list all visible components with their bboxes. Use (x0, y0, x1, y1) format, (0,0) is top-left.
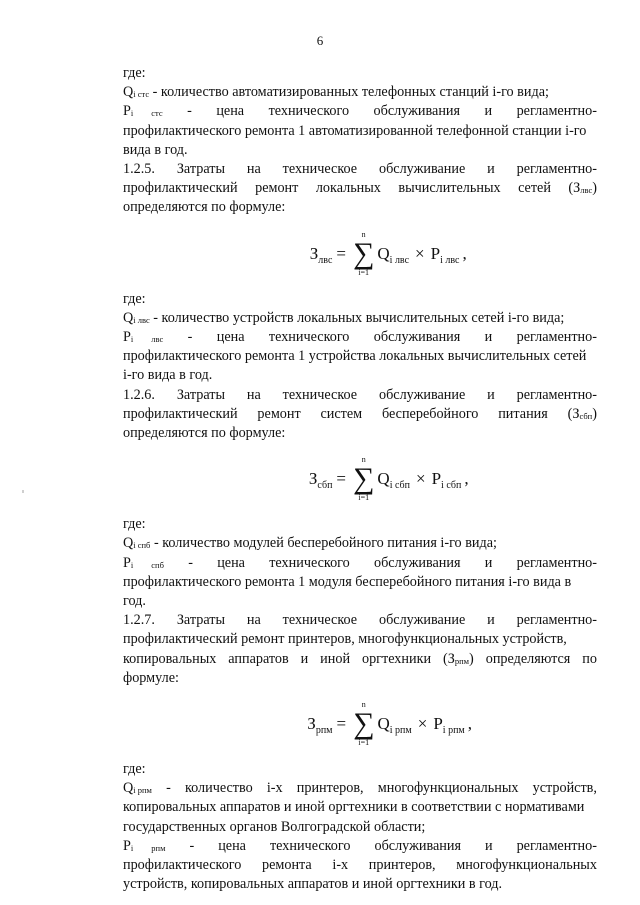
sum-operator (353, 456, 374, 502)
q-text: - количество устройств локальных вычислительных сетей i-го вида; (149, 309, 565, 326)
formula-p: $P_{i рпм}$ (433, 714, 465, 737)
sigma-icon: ∑ (353, 462, 375, 496)
word: принтеров, (296, 780, 364, 797)
paragraph-1-2-5-line2 (123, 179, 597, 198)
word: - (189, 837, 195, 854)
word: профилактический (123, 405, 238, 422)
word: и (484, 837, 493, 854)
word: 1.2.5. (123, 161, 155, 178)
sigma-icon: ∑ (352, 236, 375, 270)
page-number: 6 (316, 33, 324, 48)
word: и (487, 161, 495, 178)
formula-q-subscript: i сбп (389, 480, 410, 492)
formula-sbp (123, 447, 597, 511)
p-subscript-i: i (130, 334, 134, 345)
paragraph-1-2-6-line2 (123, 405, 597, 424)
word: и (484, 554, 493, 571)
definition-p-line3: вида в год. (123, 141, 188, 158)
word: регламентно- (516, 161, 597, 178)
cost-subscript: лвс (580, 185, 593, 196)
formula-lhs: $З_{рпм}$ (307, 714, 333, 737)
paragraph-1-2-7-line4: формуле: (123, 669, 179, 686)
word: на (246, 161, 261, 178)
formula-expression (307, 692, 472, 756)
word: регламентно- (516, 103, 597, 120)
word: технического (269, 837, 351, 854)
word: i-х (332, 857, 349, 874)
times-sign: × (415, 469, 426, 489)
sum-upper-limit: n (361, 700, 366, 710)
q-symbol: Q (123, 780, 134, 797)
word: технического (268, 329, 350, 346)
word: и (484, 329, 493, 346)
word: аппаратов (228, 650, 289, 667)
formula-lhs: $З_{сбп}$ (308, 469, 333, 492)
word: обслуживание (378, 161, 466, 178)
word: локальных (315, 180, 381, 197)
where-label: где: (123, 290, 146, 307)
paragraph-1-2-5-line1 (123, 160, 597, 179)
word: техническое (282, 161, 358, 178)
formula-rpm (123, 692, 597, 756)
word: по (582, 650, 597, 667)
word: Затраты (176, 386, 225, 403)
where-label: где: (123, 65, 146, 81)
definition-p-line2: профилактического ремонта 1 устройства локальных вычислительных сетей (123, 348, 587, 365)
formula-p: $P_{i сбп}$ (431, 469, 462, 492)
where-label: где: (123, 761, 146, 778)
word: вычислительных (398, 180, 501, 197)
word: обслуживания (374, 554, 461, 571)
close-paren: ) (592, 180, 597, 197)
sum-lower-limit: i=1 (358, 738, 370, 748)
word: регламентно- (516, 612, 597, 629)
word: - (187, 329, 193, 346)
word: регламентно- (516, 837, 597, 854)
word: $(З_{лвс})$ (568, 180, 597, 197)
where-label: где: (123, 516, 146, 533)
word: количество (184, 780, 253, 797)
p-subscript-i: i (130, 108, 134, 119)
cost-subscript: рпм (454, 655, 470, 666)
word: технического (269, 554, 350, 571)
q-symbol: Q (123, 535, 134, 552)
word: ремонт (255, 180, 299, 197)
word: $(З_{рпм})$ (443, 650, 474, 667)
word: 1.2.6. (123, 386, 155, 403)
section-atc-definitions (123, 64, 597, 160)
word: 1.2.7. (123, 612, 155, 629)
formula-p-subscript: i лвс (440, 254, 460, 266)
word: технического (268, 103, 350, 120)
sum-lower-limit: i=1 (358, 267, 370, 277)
formula-p-subscript: i рпм (442, 725, 465, 737)
definition-p (123, 554, 597, 573)
formula-lhs-subscript: лвс (318, 254, 333, 266)
close-paren: ) (592, 405, 597, 422)
word: и (484, 103, 493, 120)
definition-p (123, 102, 597, 121)
p-subscript: рпм (151, 842, 166, 853)
section-1-2-7 (123, 611, 597, 894)
p-symbol-group (123, 554, 164, 573)
word: $(З_{сбп})$ (567, 405, 597, 422)
word: сетей (518, 180, 551, 197)
section-1-2-6 (123, 386, 597, 612)
word: многофункциональных (456, 857, 597, 874)
q-symbol: Q (123, 84, 134, 101)
p-symbol-group (123, 328, 163, 347)
word: - (166, 780, 171, 797)
paragraph-1-2-7-line2: профилактический ремонт принтеров, многофункциональных устройств, (123, 631, 567, 648)
word: регламентно- (516, 329, 597, 346)
formula-lhs-subscript: сбп (317, 480, 333, 492)
word: систем (320, 405, 363, 422)
definition-p-line3: i-го вида в год. (123, 367, 213, 384)
formula-q-subscript: i рпм (389, 725, 412, 737)
formula-lvs (123, 222, 597, 286)
q-text: - количество модулей бесперебойного питания i-го вида; (150, 535, 497, 552)
word: техническое (282, 386, 358, 403)
scan-speck (22, 490, 24, 493)
definition-q-line3: государственных органов Волгоградской области; (123, 818, 426, 835)
word: принтеров, (368, 857, 436, 874)
times-sign: × (415, 243, 425, 263)
word: цена (217, 554, 245, 571)
times-sign: × (417, 714, 428, 734)
q-subscript: i лвс (133, 314, 150, 325)
word: питания (498, 405, 548, 422)
sum-upper-limit: n (361, 229, 366, 239)
word: и (487, 612, 495, 629)
p-symbol-group (123, 102, 163, 121)
word: - (188, 554, 193, 571)
word: обслуживание (378, 386, 466, 403)
definition-q (123, 83, 597, 102)
definition-p-line2: профилактического ремонта 1 автоматизированной телефонной станции i-го (123, 122, 587, 139)
definition-p-line3: устройств, копировальных аппаратов и иной оргтехники в год. (123, 876, 503, 893)
word: профилактический (123, 180, 238, 197)
p-symbol-group (123, 837, 165, 856)
formula-q: $Q_{i сбп}$ (377, 469, 410, 492)
p-subscript-i: i (130, 842, 134, 853)
word: и (300, 650, 309, 667)
word: ремонт (257, 405, 301, 422)
p-subscript: лвс (151, 334, 164, 345)
paragraph-1-2-7-line3 (123, 650, 597, 669)
q-subscript: i спб (133, 540, 151, 551)
formula-q: $Q_{i рпм}$ (377, 714, 412, 737)
word: определяются (485, 650, 571, 667)
paragraph-1-2-5-line3: определяются по формуле: (123, 199, 286, 216)
definition-p (123, 837, 597, 856)
formula-q-subscript: i лвс (389, 254, 410, 266)
word: устройств, (532, 780, 597, 797)
word: обслуживания (374, 837, 461, 854)
paragraph-1-2-6-line1 (123, 386, 597, 405)
q-subscript: i рпм (133, 785, 152, 796)
p-symbol: P (123, 554, 131, 571)
p-symbol: P (123, 837, 131, 854)
document-body (123, 64, 597, 895)
q-symbol-group (123, 779, 152, 798)
p-symbol: P (123, 329, 131, 346)
q-text: - количество автоматизированных телефонных станций i-го вида; (149, 84, 549, 101)
formula-p-subscript: i сбп (441, 480, 462, 492)
word: цена (218, 837, 246, 854)
word: обслуживание (378, 612, 466, 629)
word: обслуживания (373, 329, 461, 346)
definition-q (123, 534, 597, 553)
definition-p-line2 (123, 856, 597, 875)
word: копировальных (123, 650, 217, 667)
cost-subscript: сбп (579, 410, 593, 421)
definition-q (123, 309, 597, 328)
word: многофункциональных (377, 780, 519, 797)
equals-sign: = (336, 469, 347, 489)
q-symbol: Q (123, 309, 134, 326)
formula-lhs: $З_{лвс}$ (309, 243, 333, 266)
sum-upper-limit: n (361, 455, 366, 465)
sum-operator (353, 231, 374, 277)
p-symbol: P (123, 103, 131, 120)
word: - (187, 103, 192, 120)
word: на (246, 612, 261, 629)
p-subscript: спб (151, 559, 164, 570)
formula-q: $Q_{i лвс}$ (377, 243, 410, 266)
paragraph-1-2-6-line3: определяются по формуле: (123, 425, 286, 442)
word: обслуживания (373, 103, 461, 120)
sum-lower-limit: i=1 (358, 493, 370, 503)
word: профилактического (123, 857, 242, 874)
q-subscript: i стс (133, 89, 150, 100)
formula-p: $P_{i лвс}$ (430, 243, 460, 266)
word: Затраты (176, 612, 225, 629)
formula-comma: , (467, 714, 473, 734)
equals-sign: = (336, 243, 346, 263)
sigma-icon: ∑ (353, 707, 375, 741)
sum-operator (353, 701, 374, 747)
formula-expression (310, 222, 467, 286)
p-subscript: стс (151, 108, 163, 119)
word: цена (216, 103, 245, 120)
word: Затраты (176, 161, 225, 178)
word: ремонта (262, 857, 312, 874)
definition-p (123, 328, 597, 347)
equals-sign: = (336, 714, 347, 734)
definition-p-line3: год. (123, 593, 146, 610)
formula-expression (309, 447, 469, 511)
definition-q (123, 779, 597, 798)
word: техническое (282, 612, 358, 629)
word: оргтехники (361, 650, 432, 667)
word: на (246, 386, 261, 403)
formula-lhs-subscript: рпм (315, 725, 333, 737)
formula-comma: , (464, 469, 469, 489)
paragraph-1-2-7-line1 (123, 611, 597, 630)
word: и (487, 386, 495, 403)
definition-p-line2: профилактического ремонта 1 модуля бесперебойного питания i-го вида в (123, 573, 572, 590)
word: регламентно- (516, 386, 597, 403)
word: цена (216, 329, 245, 346)
word: иной (320, 650, 351, 667)
formula-comma: , (462, 243, 467, 263)
word: i-х (266, 780, 283, 797)
p-subscript-i: i (130, 559, 134, 570)
close-paren: ) (469, 650, 474, 667)
word: бесперебойного (381, 405, 479, 422)
word: регламентно- (516, 554, 597, 571)
definition-q-line2: копировальных аппаратов и иной оргтехники в соответствии с нормативами (123, 799, 585, 816)
section-1-2-5 (123, 160, 597, 386)
